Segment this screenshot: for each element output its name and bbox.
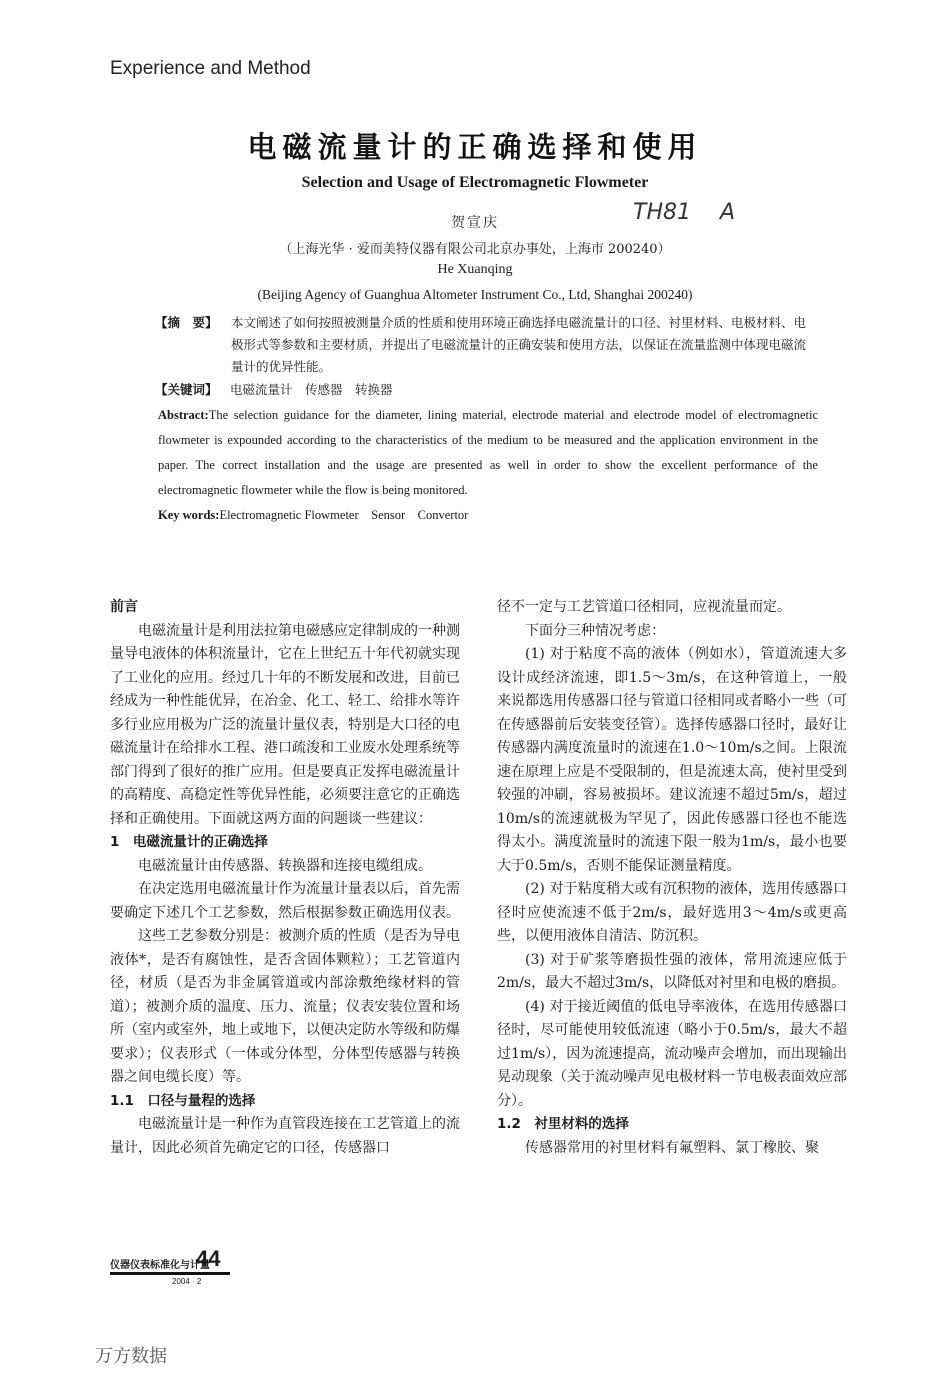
abstract-chinese <box>155 312 815 378</box>
body-column-right <box>497 596 847 1160</box>
keywords-chinese <box>155 379 815 401</box>
author-english: He Xuanqing <box>437 262 513 277</box>
subsection-heading: 1.2 衬里材料的选择 <box>497 1116 629 1132</box>
watermark: 万方数据 <box>95 1346 167 1367</box>
handwritten-code: A <box>720 200 736 225</box>
keywords-en-text: Electromagnetic Flowmeter Sensor Convertor <box>219 508 469 522</box>
abstract-en-text: The selection guidance for the diameter, lining material, electrode material and electrode model of electromagnetic flowmeter is expounded according to the characteristics of the medium to be measured and the application environment in the paper. The correct installation and the usage are presented as well in order to show the excellent performance of the electromagnetic flowmeter while the flow is being monitored. <box>158 408 818 497</box>
author-chinese: 贺宣庆 <box>451 215 499 231</box>
section-heading: 1 电磁流量计的正确选择 <box>110 834 268 850</box>
paragraph: 在决定选用电磁流量计作为流量计量表以后，首先需要确定下述几个工艺参数，然后根据参数正确选用仪表。 <box>110 881 460 921</box>
paragraph: 电磁流量计是一种作为直管段连接在工艺管道上的流量计，因此必须首先确定它的口径，传感器口 <box>110 1116 460 1156</box>
footer-issue-date: 2004 · 2 <box>172 1277 202 1286</box>
handwritten-classification: TH81 <box>633 200 691 225</box>
footer-journal-name: 仪器仪表标准化与计量 <box>110 1260 210 1271</box>
body-column-left <box>110 596 460 1160</box>
abstract-text: 本文阐述了如何按照被测量介质的性质和使用环境正确选择电磁流量计的口径、衬里材料、电极材料、电极形式等参数和主要材质，并提出了电磁流量计的正确安装和使用方法，以保证在流量监测中体现电磁流量计的优异性能。 <box>231 315 807 374</box>
keywords-en-label: Key words: <box>158 508 220 522</box>
paragraph: 电磁流量计由传感器、转换器和连接电缆组成。 <box>138 857 432 874</box>
paragraph: (2) 对于粘度稍大或有沉积物的液体，选用传感器口径时应使流速不低于2m/s，最好选用3～4m/s或更高些，以便用液体自清洁、防沉积。 <box>497 881 847 944</box>
keywords-text: 电磁流量计 传感器 转换器 <box>230 382 393 397</box>
paragraph: 电磁流量计是利用法拉第电磁感应定律制成的一种测量导电液体的体积流量计，它在上世纪五十年代初就实现了工业化的应用。经过几十年的不断发展和改进，目前已经成为一种性能优异，在冶金、化工、轻工、给排水等许多行业应用极为广泛的流量计量仪表，特别是大口径的电磁流量计在给排水工程、港口疏浚和工业废水处理系统等部门得到了很好的推广应用。但是要真正发挥电磁流量计的高精度、高稳定性等优异性能，必须要注意它的正确选择和正确使用。下面就这两方面的问题谈一些建议： <box>110 622 460 827</box>
paragraph: (4) 对于接近阈值的低电导率液体，在选用传感器口径时，尽可能使用较低流速（略小于0.5m/s，最大不超过1m/s），因为流速提高，流动噪声会增加，而出现输出晃动现象（关于流动噪声见电极材料一节电极表面效应部分）。 <box>497 998 847 1109</box>
section-label: Experience and Method <box>110 58 311 79</box>
paragraph: 下面分三种情况考虑： <box>525 622 665 639</box>
footer-rule <box>110 1272 230 1275</box>
abstract-label: 【摘 要】 <box>155 315 218 330</box>
keywords-english <box>158 503 818 528</box>
keywords-label: 【关键词】 <box>155 382 218 397</box>
affiliation-english: (Beijing Agency of Guanghua Altometer Instrument Co., Ltd, Shanghai 200240) <box>257 287 693 302</box>
preface-heading: 前言 <box>110 599 138 615</box>
paragraph: 径不一定与工艺管道口径相同，应视流量而定。 <box>497 599 791 615</box>
title-english: Selection and Usage of Electromagnetic Flowmeter <box>301 174 649 191</box>
abstract-english <box>158 403 818 503</box>
subsection-heading: 1.1 口径与量程的选择 <box>110 1092 256 1109</box>
page-number: 44 <box>196 1246 221 1271</box>
title-chinese: 电磁流量计的正确选择和使用 <box>247 130 703 164</box>
abstract-en-label: Abstract: <box>158 408 209 422</box>
paragraph: (1) 对于粘度不高的液体（例如水），管道流速大多设计成经济流速，即1.5～3m/s，在这种管道上，一般来说都选用传感器口径与管道口径相同或者略小一些（可在传感器前后安装变径管）。选择传感器口径时，最好让传感器内满度流量时的流速在1.0～10m/s之间。上限流速在原理上应是不受限制的，但是流速太高，使衬里受到较强的冲刷，容易被损坏。建议流速不超过5m/s，超过10m/s的流速就极为罕见了，因此传感器口径也不能选得太小。满度流量时的流速下限一般为1m/s，最小也要大于0.5m/s，否则不能保证测量精度。 <box>497 646 847 874</box>
affiliation-chinese: （上海光华 · 爱而美特仪器有限公司北京办事处，上海市 200240） <box>279 242 671 257</box>
paragraph: (3) 对于矿浆等磨损性强的液体，常用流速应低于2m/s，最大不超过3m/s，以降低对衬里和电极的磨损。 <box>497 951 847 991</box>
paragraph: 这些工艺参数分别是：被测介质的性质（是否为导电液体*，是否有腐蚀性，是否含固体颗粒）；工艺管道内径，材质（是否为非金属管道或内部涂敷绝缘材料的管道）；被测介质的温度、压力、流量；仪表安装位置和场所（室内或室外，地上或地下，以便决定防水等级和防爆要求）；仪表形式（一体或分体型，分体型传感器与转换器之间电缆长度）等。 <box>110 928 460 1085</box>
paragraph: 传感器常用的衬里材料有氟塑料、氯丁橡胶、聚 <box>525 1139 819 1156</box>
